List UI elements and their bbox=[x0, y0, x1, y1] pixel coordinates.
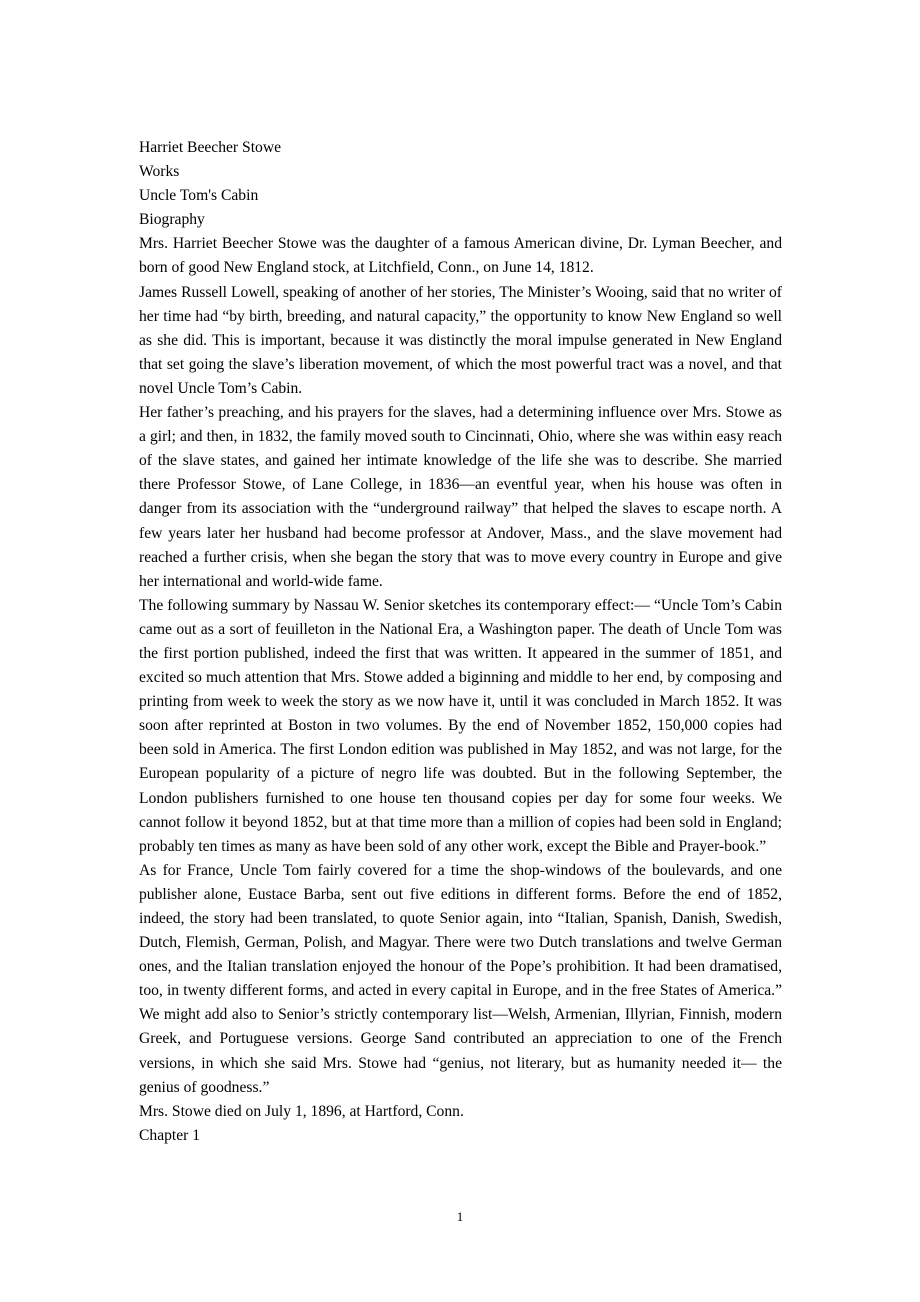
body-paragraph: The following summary by Nassau W. Senior sketches its contemporary effect:— “Uncle Tom’s Cabin came out as a sort of feuilleton in the National Era, a Washington paper. The death of Uncle Tom was the first portion published, indeed the first that was written. It appeared in the summer of 1851, and excited so much attention that Mrs. Stowe added a biginning and middle to her end, by composing and printing from week to week the story as we now have it, until it was concluded in March 1852. It was soon after reprinted at Boston in two volumes. By the end of November 1852, 150,000 copies had been sold in America. The first London edition was published in May 1852, and was not large, for the European popularity of a picture of negro life was doubted. But in the following September, the London publishers furnished to one house ten thousand copies per day for some four weeks. We cannot follow it beyond 1852, but at that time more than a million of copies had been sold in England; probably ten times as many as have been sold of any other work, except the Bible and Prayer-book.” bbox=[139, 596, 782, 855]
body-paragraph: Her father’s preaching, and his prayers for the slaves, had a determining influence over Mrs. Stowe as a girl; and then, in 1832, the family moved south to Cincinnati, Ohio, where she was within easy reach of the slave states, and gained her intimate knowledge of the life she was to describe. She married there Professor Stowe, of Lane College, in 1836—an eventful year, when his house was often in danger from its association with the “underground railway” that helped the slaves to escape north. A few years later her husband had become professor at Andover, Mass., and the slave movement had reached a further crisis, when she began the story that was to move every country in Europe and give her international and world-wide fame. bbox=[139, 404, 782, 590]
body-paragraph: Mrs. Stowe died on July 1, 1896, at Hartford, Conn. bbox=[139, 1102, 464, 1120]
body-paragraph: Mrs. Harriet Beecher Stowe was the daughter of a famous American divine, Dr. Lyman Beecher, and born of good New England stock, at Litchfield, Conn., on June 14, 1812. bbox=[139, 235, 782, 277]
page-number: 1 bbox=[456, 1209, 464, 1224]
body-paragraph: James Russell Lowell, speaking of another of her stories, The Minister’s Wooing, said that no writer of her time had “by birth, breeding, and natural capacity,” the opportunity to know New England so well as she did. This is important, because it was distinctly the moral impulse generated in New England that set going the slave’s liberation movement, of which the most powerful tract was a novel, and that novel Uncle Tom’s Cabin. bbox=[139, 283, 782, 397]
body-paragraph: As for France, Uncle Tom fairly covered for a time the shop-windows of the boulevards, and one publisher alone, Eustace Barba, sent out five editions in different forms. Before the end of 1852, indeed, the story had been translated, to quote Senior again, into “Italian, Spanish, Danish, Swedish, Dutch, Flemish, German, Polish, and Magyar. There were two Dutch translations and twelve German ones, and the Italian translation enjoyed the honour of the Pope’s prohibition. It had been dramatised, too, in twenty different forms, and acted in every capital in Europe, and in the free States of America.” We might add also to Senior’s strictly contemporary list—Welsh, Armenian, Illyrian, Finnish, modern Greek, and Portuguese versions. George Sand contributed an appreciation to one of the French versions, in which she said Mrs. Stowe had “genius, not literary, but as humanity needed it— the genius of goodness.” bbox=[139, 861, 782, 1096]
chapter-heading: Chapter 1 bbox=[139, 1126, 201, 1144]
works-line: Works bbox=[139, 163, 180, 181]
page-content bbox=[139, 136, 782, 1148]
book-title-line: Uncle Tom's Cabin bbox=[139, 187, 259, 205]
section-heading-biography: Biography bbox=[139, 211, 205, 229]
author-line: Harriet Beecher Stowe bbox=[139, 139, 282, 156]
